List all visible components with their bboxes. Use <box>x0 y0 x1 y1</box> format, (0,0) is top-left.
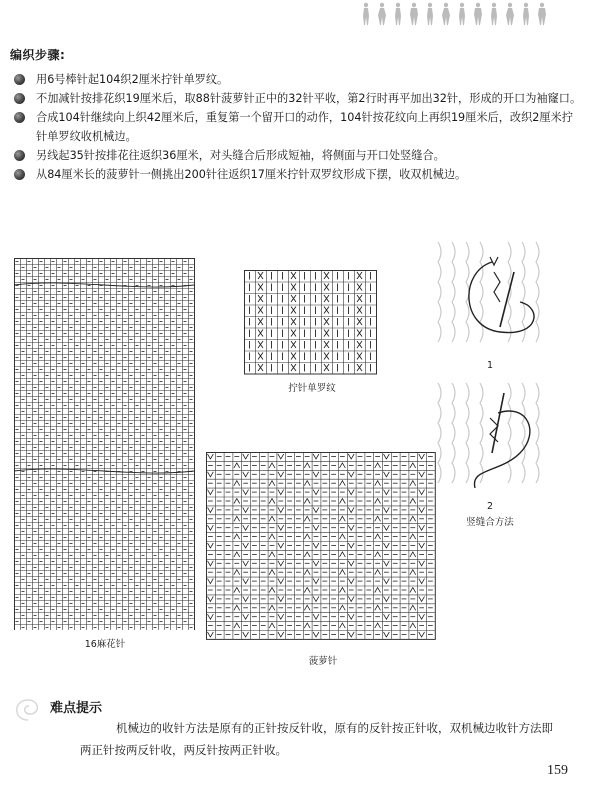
cable-crossing-mark <box>14 283 194 287</box>
figure-silhouette-icon <box>424 2 436 26</box>
bullet-icon <box>14 74 25 85</box>
figure-silhouette-icon <box>408 2 420 26</box>
list-item <box>12 70 582 89</box>
seam-step1-label: 1 <box>486 360 494 371</box>
twisted-rib-grid <box>244 270 380 376</box>
seed-stitch-chart <box>14 258 196 630</box>
figure-silhouette-icon <box>520 2 532 26</box>
list-item <box>12 108 582 146</box>
list-item <box>12 146 582 165</box>
bullet-icon <box>14 169 25 180</box>
swirl-ornament-icon <box>8 690 48 730</box>
seam-illustration <box>430 232 560 528</box>
step-text: 另线起35针按排花往返织36厘米，对头缝合后形成短袖，将侧面与开口处竖缝合。 <box>36 149 445 162</box>
figure-silhouette-icon <box>376 2 388 26</box>
twisted-rib-caption: 拧针单罗纹 <box>288 383 336 394</box>
pineapple-symbols <box>208 454 433 637</box>
step-text: 用6号棒针起104织2厘米拧针单罗纹。 <box>36 73 229 86</box>
seam-step1-icon <box>430 232 560 362</box>
figure-silhouette-icon <box>392 2 404 26</box>
seam-step2-label: 2 <box>486 501 494 512</box>
figure-silhouette-icon <box>456 2 468 26</box>
seam-step2-icon <box>430 373 560 503</box>
pineapple-caption: 菠萝针 <box>308 656 338 667</box>
pine-lines <box>206 452 435 639</box>
rib-symbols <box>250 272 371 372</box>
figure-silhouette-icon <box>536 2 548 26</box>
figure-silhouette-icon <box>440 2 452 26</box>
seed-stitch-grid <box>14 258 196 630</box>
section-title: 编织步骤: <box>10 48 66 62</box>
pineapple-chart <box>206 452 438 642</box>
page-number: 159 <box>547 763 568 778</box>
figure-silhouette-icon <box>504 2 516 26</box>
rib-lines <box>244 270 377 374</box>
tip-title: 难点提示 <box>50 701 103 716</box>
figure-silhouette-icon <box>472 2 484 26</box>
cable-crossing-mark <box>14 469 194 473</box>
header-figures <box>360 2 595 28</box>
bullet-icon <box>14 150 25 161</box>
step-text: 不加减针按排花织19厘米后，取88针菠萝针正中的32针平收，第2行时再平加出32针，形成的开口为袖窿口。 <box>36 92 582 105</box>
seed-chart-caption: 16麻花针 <box>84 639 126 650</box>
list-item <box>12 165 582 184</box>
figure-silhouette-icon <box>488 2 500 26</box>
bullet-icon <box>14 112 25 123</box>
step-text: 从84厘米长的菠萝针一侧挑出200针往返织17厘米拧针双罗纹形成下摆，收双机械边。 <box>36 168 467 181</box>
step-text: 合成104针继续向上织42厘米后，重复第一个留开口的动作，104针按花纹向上再织19厘米后，改织2厘米拧针单罗纹收机械边。 <box>36 111 573 143</box>
bullet-icon <box>14 93 25 104</box>
seed-lines <box>14 258 195 630</box>
steps-list <box>12 70 582 184</box>
list-item <box>12 89 582 108</box>
twisted-rib-chart <box>244 270 380 376</box>
pineapple-grid <box>206 452 438 642</box>
seam-caption: 竖缝合方法 <box>466 517 514 528</box>
figure-silhouette-icon <box>360 2 372 26</box>
tip-text: 机械边的收针方法是原有的正针按反针收，原有的反针按正针收，双机械边收针方法即两正针按两反针收，两反针按两正针收。 <box>80 721 553 757</box>
